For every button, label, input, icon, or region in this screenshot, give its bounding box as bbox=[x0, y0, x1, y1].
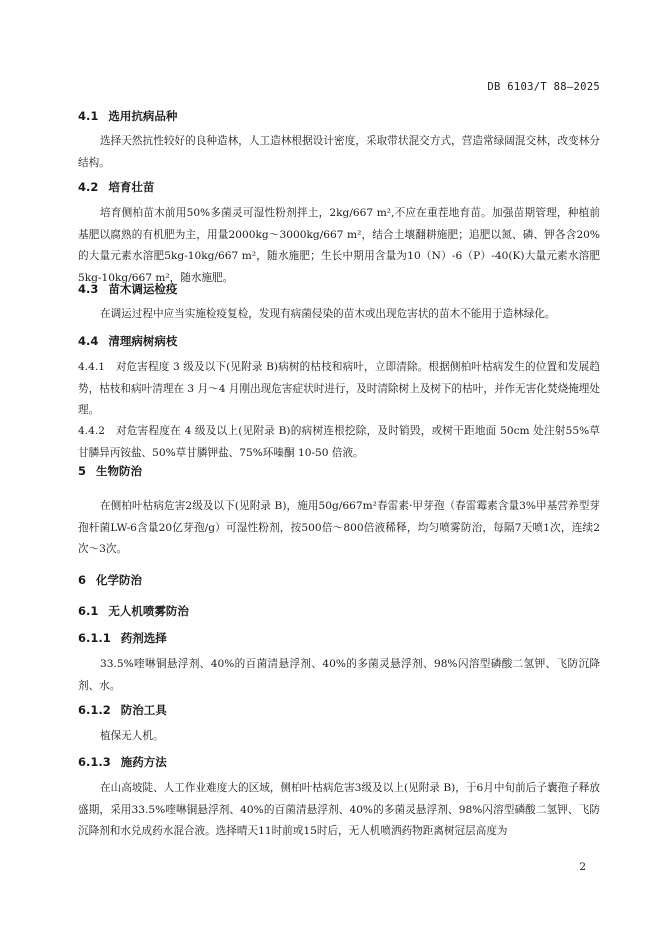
section-heading-6-1-2 bbox=[78, 702, 167, 718]
paragraph-4-4-2: 4.4.2 对危害程度在 4 级及以上(见附录 B)的病树连根挖除，及时销毁，或树干距地面 50cm 处注射55%草甘膦异丙铵盐、50%草甘膦钾盐、75%环嗪酮 10-50 倍液。 bbox=[78, 425, 600, 459]
section-number: 4.3 bbox=[78, 282, 99, 296]
section-number: 4.4 bbox=[78, 334, 99, 348]
section-title: 化学防治 bbox=[96, 573, 143, 587]
section-heading-4-1 bbox=[78, 108, 177, 124]
paragraph-6-1-2: 植保无人机。 bbox=[100, 730, 164, 742]
paragraph-4-1: 选择天然抗性较好的良种造林，人工造林根据设计密度，采取带状混交方式，营造常绿阔混交林，改变林分结构。 bbox=[78, 135, 600, 169]
section-title: 药剂选择 bbox=[120, 631, 167, 645]
section-title: 清理病树病枝 bbox=[108, 334, 178, 348]
section-heading-4-3 bbox=[78, 281, 177, 297]
page-number: 2 bbox=[579, 861, 586, 873]
section-heading-6-1-1 bbox=[78, 630, 167, 646]
section-number: 5 bbox=[78, 464, 87, 478]
section-title: 选用抗病品种 bbox=[108, 109, 178, 123]
section-heading-6-1-3 bbox=[78, 754, 167, 770]
paragraph-4-3: 在调运过程中应当实施检疫复检，发现有病菌侵染的苗木或出现危害状的苗木不能用于造林绿化。 bbox=[100, 308, 556, 320]
section-heading-6-1 bbox=[78, 603, 189, 619]
paragraph-4-2: 培育侧柏苗木前用50%多菌灵可湿性粉剂拌土，2kg/667 m²,不应在重茬地育苗。加强苗期管理，种植前基肥以腐熟的有机肥为主，用量2000kg～3000kg/667 m²，结合土壤翻耕施肥；追肥以氮、磷、钾各含20%的大量元素水溶肥5kg-10kg/667 m²，随水施肥；生长中期用含量为10（N）-6（P）-40(K)大量元素水溶肥5kg-10kg/667 m²，随水施肥。 bbox=[78, 207, 600, 284]
section-title: 生物防治 bbox=[96, 464, 143, 478]
section-number: 6.1.2 bbox=[78, 703, 111, 717]
paragraph-6-1-3: 在山高坡陡、人工作业难度大的区域，侧柏叶枯病危害3级及以上(见附录 B)，于6月中旬前后子囊孢子释放盛期，采用33.5%喹啉铜悬浮剂、40%的百菌清悬浮剂、40%的多菌灵悬浮剂、98%闪溶型磷酸二氢钾、飞防沉降剂和水兑成药水混合液。选择晴天11时前或15时后，无人机喷洒药物距离树冠层高度为 bbox=[78, 782, 600, 837]
section-heading-4-2 bbox=[78, 179, 154, 195]
paragraph-5: 在侧柏叶枯病危害2级及以下(见附录 B)，施用50g/667m²春雷素·甲芽孢（春雷霉素含量3%甲基营养型芽孢杆菌LW-6含量20亿芽孢/g）可湿性粉剂，按500倍～800倍液稀释，均匀喷雾防治，每隔7天喷1次，连续2次～3次。 bbox=[78, 500, 600, 555]
section-number: 6.1.1 bbox=[78, 631, 111, 645]
section-number: 6.1.3 bbox=[78, 755, 111, 769]
section-heading-6 bbox=[78, 572, 142, 588]
section-heading-4-4 bbox=[78, 333, 177, 349]
paragraph-4-4-1: 4.4.1 对危害程度 3 级及以下(见附录 B)病树的枯枝和病叶，立即清除。根据侧柏叶枯病发生的位置和发展趋势，枯枝和病叶清理在 3 月～4 月刚出现危害症状时进行，及时清除树上及树下的枯叶，并作无害化焚烧掩埋处理。 bbox=[78, 361, 600, 416]
section-number: 6 bbox=[78, 573, 87, 587]
section-number: 6.1 bbox=[78, 604, 99, 618]
paragraph-6-1-1: 33.5%喹啉铜悬浮剂、40%的百菌清悬浮剂、40%的多菌灵悬浮剂、98%闪溶型磷酸二氢钾、飞防沉降剂、水。 bbox=[78, 658, 600, 692]
section-title: 苗木调运检疫 bbox=[108, 282, 178, 296]
document-code: DB 6103/T 88—2025 bbox=[487, 81, 600, 93]
section-heading-5 bbox=[78, 463, 142, 479]
section-title: 无人机喷雾防治 bbox=[108, 604, 189, 618]
section-title: 培育壮苗 bbox=[108, 180, 155, 194]
section-number: 4.2 bbox=[78, 180, 99, 194]
section-title: 施药方法 bbox=[120, 755, 167, 769]
section-title: 防治工具 bbox=[120, 703, 167, 717]
section-number: 4.1 bbox=[78, 109, 99, 123]
